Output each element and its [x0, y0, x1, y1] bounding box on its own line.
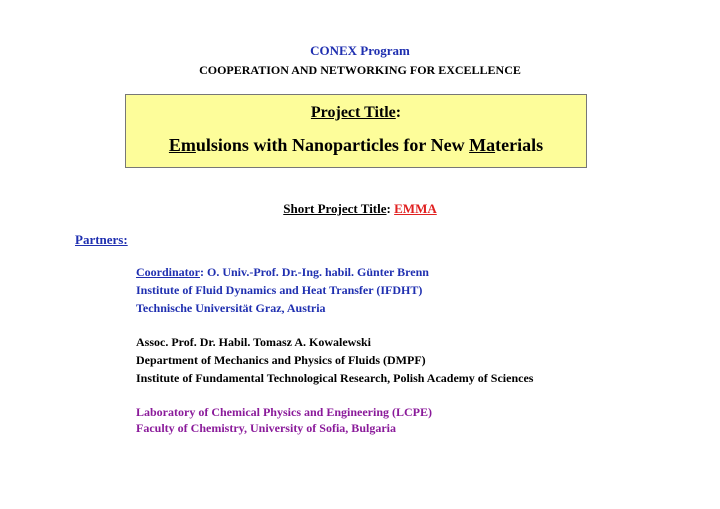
partner3-laboratory: Laboratory of Chemical Physics and Engineering (LCPE)	[136, 405, 432, 419]
short-title-label: Short Project Title	[283, 201, 387, 216]
coordinator-university: Technische Universität Graz, Austria	[136, 301, 326, 315]
coordinator-name: : O. Univ.-Prof. Dr.-Ing. habil. Günter Brenn	[200, 265, 429, 279]
coordinator-institute: Institute of Fluid Dynamics and Heat Transfer (IFDHT)	[136, 283, 423, 297]
partner3-faculty: Faculty of Chemistry, University of Sofia, Bulgaria	[136, 421, 396, 435]
project-title	[126, 135, 586, 156]
coordinator-label: Coordinator	[136, 265, 200, 279]
title-part-3: terials	[495, 135, 544, 155]
coordinator-line	[136, 263, 429, 281]
partner2-institute: Institute of Fundamental Technological Research, Polish Academy of Sciences	[136, 371, 534, 385]
title-part-ma: Ma	[469, 135, 496, 155]
title-part-em: Em	[168, 135, 196, 155]
short-title-colon: :	[386, 201, 395, 216]
project-title-label: Project Title	[310, 104, 396, 121]
project-title-label-line	[126, 104, 586, 122]
project-acronym: EMMA	[394, 201, 437, 216]
short-project-title	[0, 201, 720, 217]
partners-heading: Partners:	[75, 232, 128, 247]
program-name: CONEX Program	[310, 43, 410, 58]
project-title-box	[125, 94, 587, 168]
title-part-1: ulsions with Nanoparticles for New	[195, 135, 470, 155]
partner2-name: Assoc. Prof. Dr. Habil. Tomasz A. Kowalewski	[136, 335, 372, 349]
program-subtitle: COOPERATION AND NETWORKING FOR EXCELLENCE	[199, 63, 521, 77]
project-title-colon: :	[395, 104, 402, 121]
partner2-department: Department of Mechanics and Physics of Fluids (DMPF)	[136, 353, 426, 367]
